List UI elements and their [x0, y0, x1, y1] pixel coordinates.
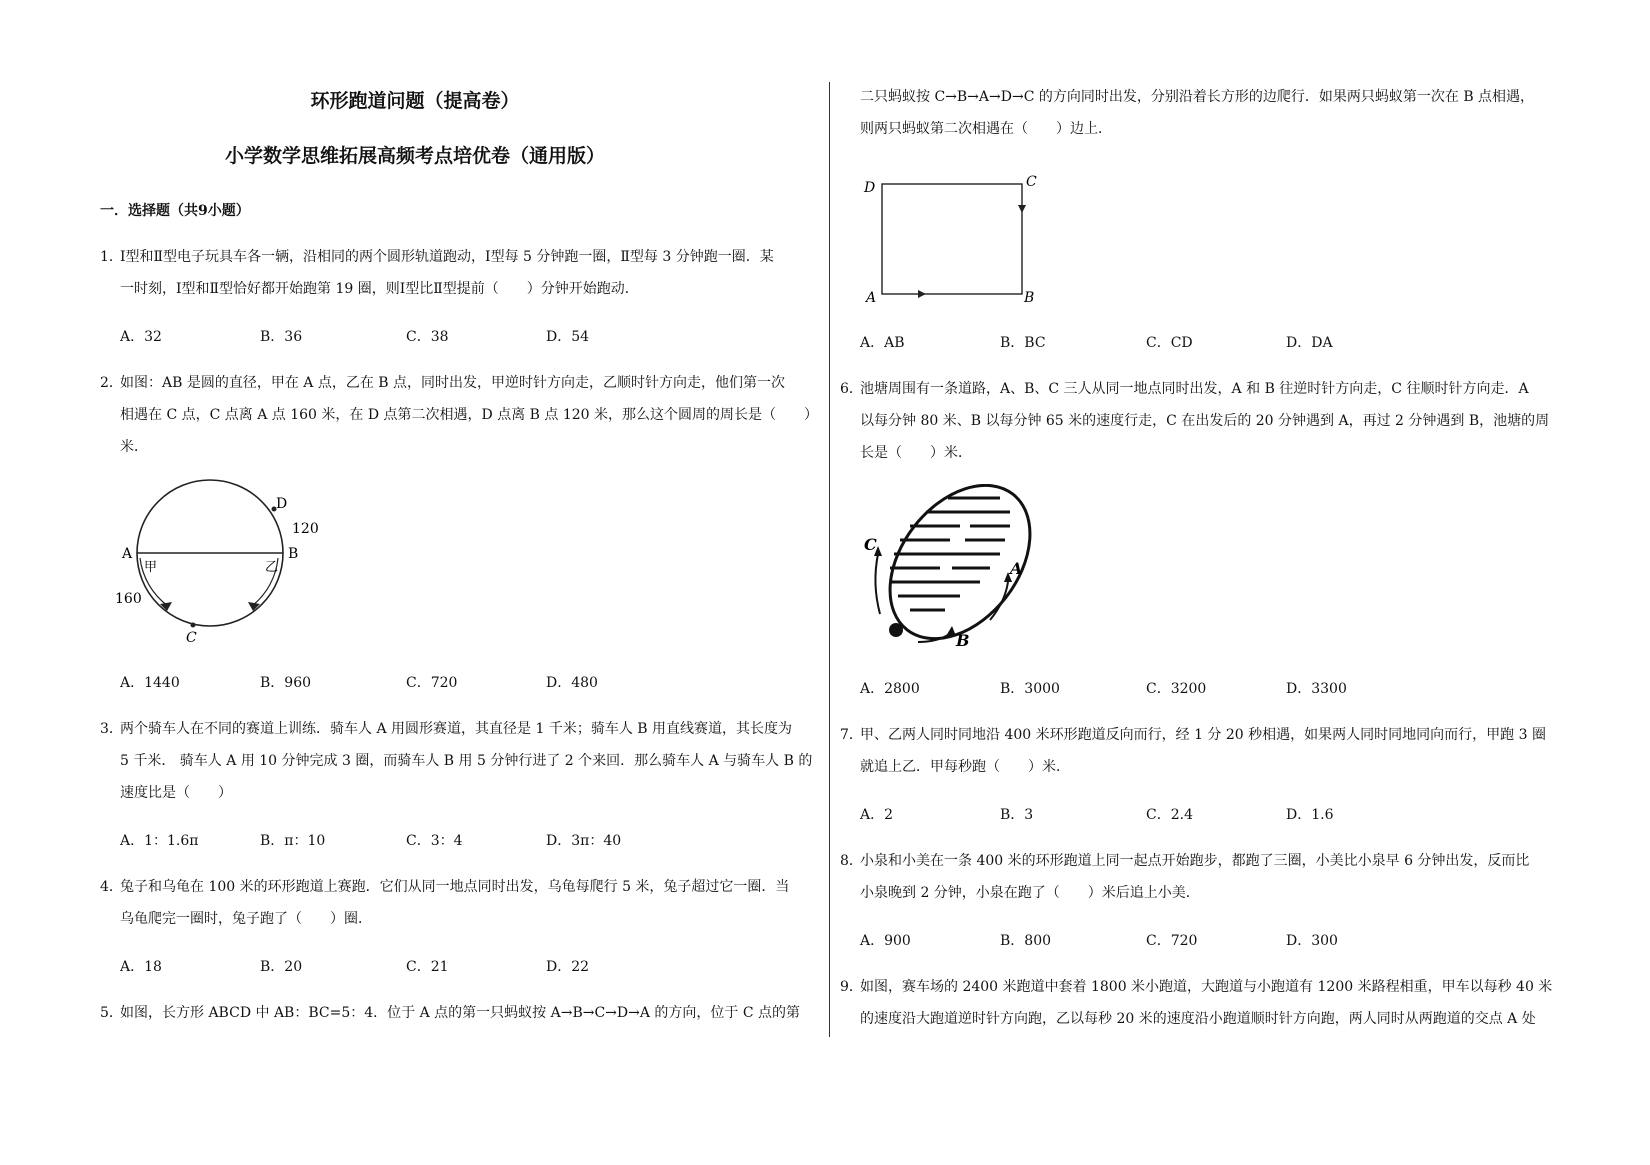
question-text: 就追上乙．甲每秒跑（ ）米． [860, 759, 1070, 775]
label-d: D [276, 496, 288, 512]
option-d[interactable]: D．3π：40 [546, 833, 622, 849]
question-text: 池塘周围有一条道路，A、B、C 三人从同一地点同时出发，A 和 B 往逆时针方向走，C 往顺时针方向走．A [860, 381, 1529, 397]
question-text: 两个骑车人在不同的赛道上训练．骑车人 A 用圆形赛道，其直径是 1 千米；骑车人 B 用直线赛道，其长度为 [120, 721, 793, 737]
option-c[interactable]: C．CD [1146, 335, 1193, 351]
pond-diagram [860, 484, 1060, 654]
option-b[interactable]: B．3000 [1000, 681, 1060, 697]
option-a[interactable]: A．AB [860, 335, 905, 351]
option-b[interactable]: B．36 [260, 329, 303, 345]
doc-title: 环形跑道问题（提高卷） [310, 90, 520, 112]
option-a[interactable]: A．18 [120, 959, 162, 975]
option-b[interactable]: B．960 [260, 675, 312, 691]
option-d[interactable]: D．54 [546, 329, 590, 345]
question-text: 5 千米． 骑车人 A 用 10 分钟完成 3 圈，而骑车人 B 用 5 分钟行进了 2 个来回．那么骑车人 A 与骑车人 B 的 [120, 753, 813, 769]
option-a[interactable]: A．2800 [860, 681, 920, 697]
rectangle-diagram [860, 172, 1050, 312]
label-a: A [866, 290, 877, 306]
option-c[interactable]: C．720 [1146, 933, 1198, 949]
question-text: 长是（ ）米． [860, 445, 972, 461]
label-d: D [864, 180, 876, 196]
question-text: 如图，赛车场的 2400 米跑道中套着 1800 米小跑道，大跑道与小跑道有 1200 米路程相重，甲车以每秒 40 米 [860, 979, 1553, 995]
doc-subtitle: 小学数学思维拓展高频考点培优卷（通用版） [224, 145, 605, 167]
question-number: 6． [840, 381, 863, 397]
question-text: 如图：AB 是圆的直径，甲在 A 点，乙在 B 点，同时出发，甲逆时针方向走，乙顺时针方向走，他们第一次 [120, 375, 786, 391]
question-text: 小泉和小美在一条 400 米的环形跑道上同一起点开始跑步，都跑了三圈，小美比小泉早 6 分钟出发，反而比 [860, 853, 1530, 869]
option-c[interactable]: C．21 [406, 959, 449, 975]
question-text: Ⅰ型和Ⅱ型电子玩具车各一辆，沿相同的两个圆形轨道跑动，Ⅰ型每 5 分钟跑一圈，Ⅱ型每 3 分钟跑一圈．某 [120, 249, 774, 265]
option-d[interactable]: D．300 [1286, 933, 1338, 949]
option-b[interactable]: B．800 [1000, 933, 1052, 949]
question-text: 以每分钟 80 米、B 以每分钟 65 米的速度行走，C 在出发后的 20 分钟遇到 A，再过 2 分钟遇到 B，池塘的周 [860, 413, 1550, 429]
option-d[interactable]: D．480 [546, 675, 598, 691]
question-text: 甲、乙两人同时同地沿 400 米环形跑道反向而行，经 1 分 20 秒相遇，如果两人同时同地同向而行，甲跑 3 圈 [860, 727, 1546, 743]
question-number: 4． [100, 879, 123, 895]
option-d[interactable]: D．3300 [1286, 681, 1347, 697]
option-b[interactable]: B．3 [1000, 807, 1034, 823]
question-text: 相遇在 C 点，C 点离 A 点 160 米，在 D 点第二次相遇，D 点离 B 点 120 米，那么这个圆周的周长是（ ） [120, 407, 819, 423]
option-a[interactable]: A．32 [120, 329, 162, 345]
question-number: 7． [840, 727, 863, 743]
question-text: 速度比是（ ） [120, 785, 232, 801]
question-number: 3． [100, 721, 123, 737]
question-text: 一时刻，Ⅰ型和Ⅱ型恰好都开始跑第 19 圈，则Ⅰ型比Ⅱ型提前（ ）分钟开始跑动． [120, 281, 639, 297]
label-c: C [1026, 174, 1037, 190]
option-c[interactable]: C．38 [406, 329, 449, 345]
option-c[interactable]: C．720 [406, 675, 458, 691]
option-d[interactable]: D．1.6 [1286, 807, 1334, 823]
question-text: 则两只蚂蚁第二次相遇在（ ）边上． [860, 121, 1112, 137]
label-b: B [288, 546, 299, 562]
option-b[interactable]: B．BC [1000, 335, 1046, 351]
circle-diagram [110, 478, 320, 648]
column-divider [829, 82, 830, 1037]
question-text: 小泉晚到 2 分钟，小泉在跑了（ ）米后追上小美． [860, 885, 1200, 901]
question-text: 如图，长方形 ABCD 中 AB：BC=5：4．位于 A 点的第一只蚂蚁按 A→B→C→D→A 的方向，位于 C 点的第 [120, 1005, 801, 1021]
label-c: C [186, 630, 197, 646]
option-b[interactable]: B．20 [260, 959, 303, 975]
question-number: 8． [840, 853, 863, 869]
option-c[interactable]: C．3：4 [406, 833, 463, 849]
option-d[interactable]: D．22 [546, 959, 590, 975]
question-number: 9． [840, 979, 863, 995]
option-a[interactable]: A．2 [860, 807, 894, 823]
question-text: 乌龟爬完一圈时，兔子跑了（ ）圈． [120, 911, 372, 927]
question-number: 5． [100, 1005, 123, 1021]
label-a: A [122, 546, 133, 562]
question-text: 米． [120, 439, 148, 455]
question-number: 1． [100, 249, 123, 265]
label-b: B [956, 631, 970, 650]
question-number: 2． [100, 375, 123, 391]
label-a: A [1010, 559, 1023, 578]
label-120: 120 [292, 521, 319, 537]
label-160: 160 [115, 591, 142, 607]
section-heading: 一．选择题（共9小题） [100, 203, 250, 219]
option-a[interactable]: A．1：1.6π [120, 833, 199, 849]
option-c[interactable]: C．2.4 [1146, 807, 1193, 823]
option-a[interactable]: A．1440 [120, 675, 180, 691]
question-text: 的速度沿大跑道逆时针方向跑，乙以每秒 20 米的速度沿小跑道顺时针方向跑，两人同时从两跑道的交点 A 处 [860, 1011, 1536, 1027]
option-b[interactable]: B．π：10 [260, 833, 326, 849]
option-d[interactable]: D．DA [1286, 335, 1333, 351]
label-jia: 甲 [144, 560, 158, 575]
label-yi: 乙 [265, 560, 279, 575]
label-b: B [1024, 290, 1035, 306]
label-c: C [864, 535, 877, 554]
option-a[interactable]: A．900 [860, 933, 911, 949]
question-text: 兔子和乌龟在 100 米的环形跑道上赛跑．它们从同一地点同时出发，乌龟每爬行 5 米，兔子超过它一圈．当 [120, 879, 790, 895]
option-c[interactable]: C．3200 [1146, 681, 1207, 697]
question-text: 二只蚂蚁按 C→B→A→D→C 的方向同时出发，分别沿着长方形的边爬行．如果两只蚂蚁第一次在 B 点相遇， [860, 89, 1535, 105]
